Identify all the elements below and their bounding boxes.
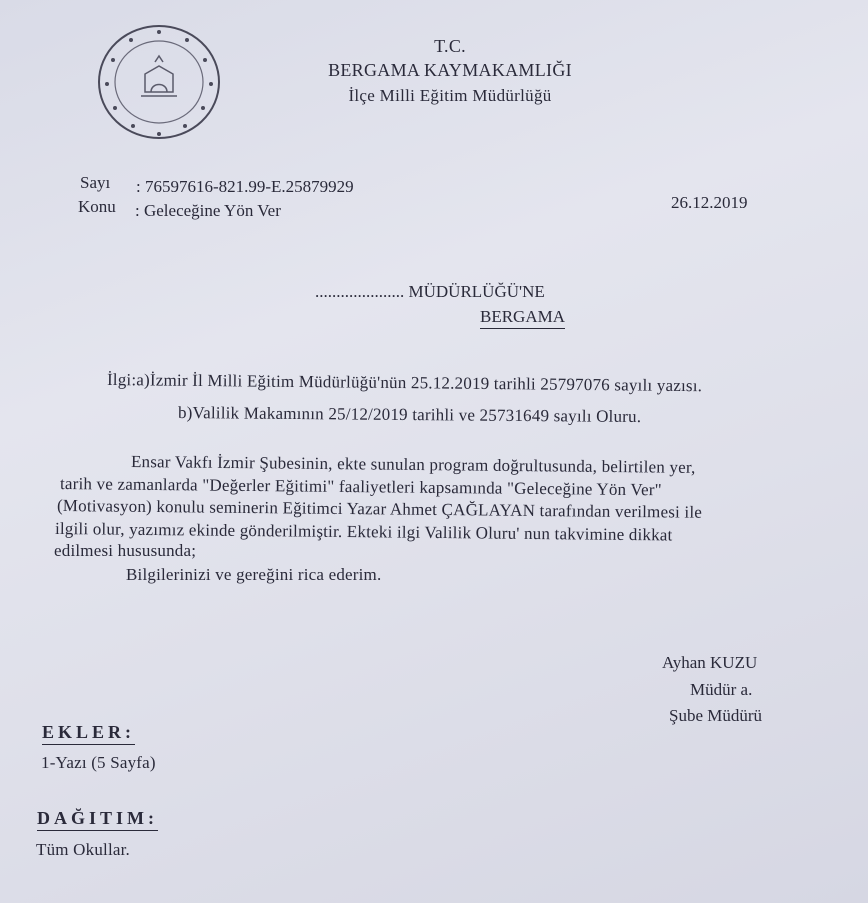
sayi-value: : 76597616-821.99-E.25879929	[136, 177, 354, 196]
signatory-title2: Şube Müdürü	[669, 706, 763, 725]
header-mudurluk: İlçe Milli Eğitim Müdürlüğü	[348, 86, 552, 105]
konu-value: : Geleceğine Yön Ver	[135, 201, 281, 220]
signatory-title1: Müdür a.	[690, 680, 753, 699]
ilgi-b: b)Valilik Makamının 25/12/2019 tarihli ve 25731649 sayılı Oluru.	[177, 403, 642, 427]
dagitim-item: Tüm Okullar.	[36, 840, 130, 859]
ekler-title: EKLER:	[42, 722, 135, 745]
signatory-name: Ayhan KUZU	[662, 653, 758, 672]
dagitim-title: DAĞITIM:	[37, 808, 158, 831]
body-p1-line4: ilgili olur, yazımız ekinde gönderilmiştir. Ekteki ilgi Valilik Oluru' nun takvimine dikkat	[54, 519, 673, 545]
recipient-city: BERGAMA	[480, 307, 565, 329]
recipient-line: ..................... MÜDÜRLÜĞÜ'NE	[315, 282, 545, 301]
konu-label: Konu	[78, 197, 116, 216]
ministry-seal-logo	[95, 22, 223, 142]
body-p1-line5: edilmesi hususunda;	[54, 541, 197, 560]
body-p1-line3: (Motivasyon) konulu seminerin Eğitimci Yazar Ahmet ÇAĞLAYAN tarafından verilmesi ile	[56, 496, 703, 522]
sayi-label: Sayı	[80, 173, 111, 192]
body-p1-line2: tarih ve zamanlarda "Değerler Eğitimi" faaliyetleri kapsamında "Geleceğine Yön Ver"	[59, 474, 662, 500]
ilgi-a: İlgi:a)İzmir İl Milli Eğitim Müdürlüğü'nün 25.12.2019 tarihli 25797076 sayılı yazısı.	[106, 370, 703, 396]
header-kaymakamlik: BERGAMA KAYMAKAMLIĞI	[328, 60, 572, 80]
ekler-item: 1-Yazı (5 Sayfa)	[41, 753, 156, 772]
show-through-watermark	[380, 185, 490, 275]
body-p2: Bilgilerinizi ve gereğini rica ederim.	[126, 565, 382, 584]
header-tc: T.C.	[434, 36, 466, 56]
document-date: 26.12.2019	[671, 193, 748, 212]
body-p1-line1: Ensar Vakfı İzmir Şubesinin, ekte sunulan program doğrultusunda, belirtilen yer,	[130, 452, 696, 477]
